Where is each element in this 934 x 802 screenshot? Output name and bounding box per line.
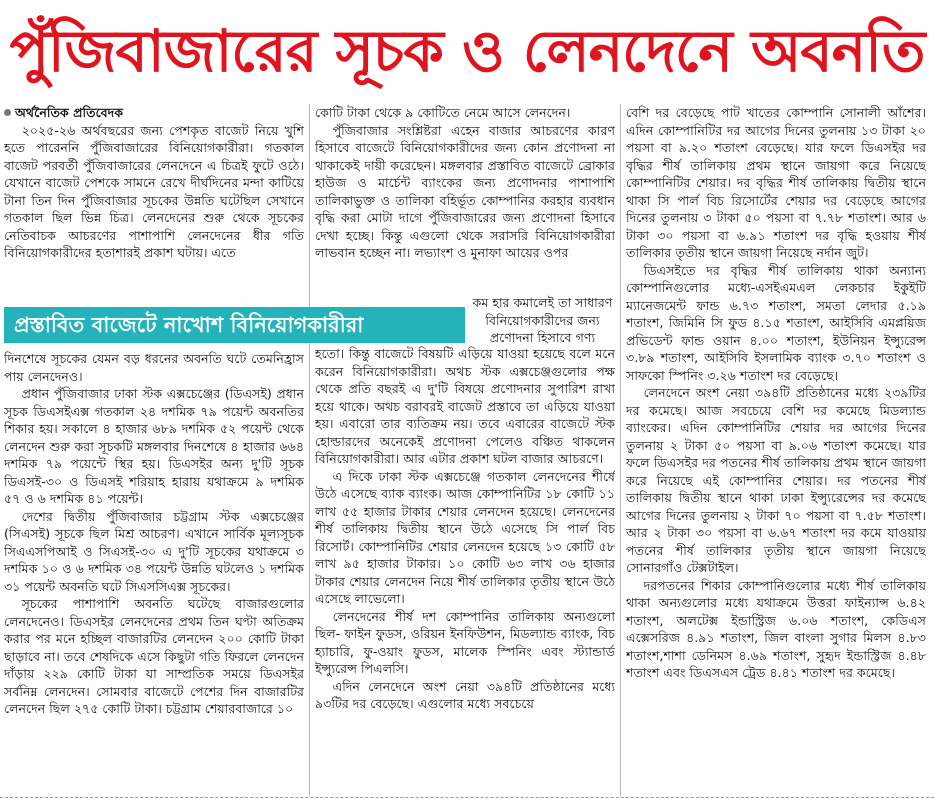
bullet-icon [4, 109, 11, 116]
paragraph: সূচকের পাশাপাশি অবনতি ঘটেছে বাজারগুলোর লেনদেনেও। ডিএসইর লেনদেনের প্রথম তিন ঘণ্টা অতিক্রম করার পর মনে হচ্ছিল বাজারটির লেনদেন ২০০ কোটি টাকা ছাড়াবে না। তবে শেষদিকে এসে কিছুটা গতি ফিরলে লেনদেন দাঁড়ায় ২২৯ কোটি টাকা যা সাম্প্রতিক সময়ে ডিএসইর সর্বনিম্ন লেনদেন। সোমবার বাজেটে পেশের দিন বাজারটির লেনদেন ছিল ২৭৫ কোটি টাকা। চট্টগ্রাম শেয়ারবাজারে ১০ [4, 596, 304, 716]
paragraph: লেনদেনের শীর্ষ দশ কোম্পানির তালিকায় অন্যগুলো ছিল- ফাইন ফুডস, ওরিয়ন ইনফিউশন, মিডল্যান্ড ব্যাংক, বিচ হ্যাচারি, ফু-ওয়াং ফুডস, মালেক স্পিনিং এবং স্ট্যান্ডার্ড ইন্স্যুরেন্স পিএলসি। [315, 608, 615, 676]
column-1-bottom [4, 350, 304, 796]
paragraph: দিনশেষে সূচকের যেমন বড় ধরনের অবনতি ঘটে তেমনিহ্রাস পায় লেনদেনও। [4, 351, 304, 384]
bottom-dashed-rule [0, 797, 934, 798]
paragraph: পুঁজিবাজার সংশ্লিষ্টরা এহেন বাজার আচরণের কারণ হিসাবে বাজেটে বিনিয়োগকারীদের জন্য কোন প্রণোদনা না থাকাকেই দায়ী করেছেন। মঙ্গলবার প্রস্তাবিত বাজেটে ব্রোকার হাউজ ও মার্চেন্ট ব্যাংকের জন্য প্রণোদনার পাশাপাশি তালিকাভুক্ত ও তালিকা বহির্ভূত কোম্পানির করহার ব্যবধান বৃদ্ধি করা মোটা দাগে পুঁজিবাজারের জন্য প্রণোদনা হিসাবে দেখা হচ্ছে। কিন্তু এগুলো থেকে সরাসরি বিনিয়োগকারীরা লাভবান হচ্ছেন না। লভ্যাংশ ও মুনাফা আয়ের ওপর [315, 122, 615, 260]
headline: পুঁজিবাজারের সূচক ও লেনদেনে অবনতি [9, 17, 925, 85]
paragraph: লেনদেনে অংশ নেয়া ৩৯৪টি প্রতিষ্ঠানের মধ্যে ২৩৯টির দর কমেছে। আজ সবচেয়ে বেশি দর কমেছে মিডল্যান্ড ব্যাংকের। এদিন কোম্পানিটির শেয়ার দর আগের দিনের তুলনায় ২ টাকা ৫০ পয়সা বা ৯.০৬ শতাংশ কমেছে। যার ফলে ডিএসইর দর পতনের শীর্ষ তালিকায় প্রথম স্থানে জায়গা করে নিয়েছে এই কোম্পানির শেয়ার। দর পতনের শীর্ষ তালিকায় দ্বিতীয় স্থানে থাকা ঢাকা ইন্স্যুরেন্সের দর কমেছে আগের দিনের তুলনায় ২ টাকা ৭০ পয়সা বা ৭.৫৮ শতাংশ। আর ২ টাকা ৩০ পয়সা বা ৬.৬৭ শতাংশ দর কমে যাওয়ায় পতনের শীর্ষ তালিকার তৃতীয় স্থানে জায়গা নিয়েছে সোনারগাঁও টেক্সটাইল। [626, 385, 926, 575]
paragraph: ২০২৫-২৬ অর্থবছরের জন্য পেশকৃত বাজেট নিয়ে খুশি হতে পারেননি পুঁজিবাজারের বিনিয়োগকারীরা। গতকাল বাজেট পরবর্তী পুঁজিবাজারের লেনদেনে এ চিত্রই ফুটে ওঠে। যেখানে বাজেট পেশকে সামনে রেখে দীর্ঘদিনের মন্দা কাটিয়ে টানা তিন দিন পুঁজিবাজার সূচকের উন্নতি ঘটেছিল সেখানে গতকাল ছিল ভিন্ন চিত্র। লেনদেনের শুরু থেকে সূচকের নেতিবাচক আচরণের পাশাপাশি লেনদেনের ধীর গতি বিনিয়োগকারীদের হতাশারই প্রকাশ ঘটায়। এতে [4, 122, 304, 260]
paragraph: হতো। কিন্তু বাজেটে বিষয়টি এড়িয়ে যাওয়া হয়েছে বলে মনে করেন বিনিয়োগকারীরা। অথচ স্টক এক্সচেঞ্জগুলোর পক্ষ থেকে প্রতি বছরই এ দু'টি বিষয়ে প্রণোদনার সুপারিশ রাখা হয়ে থাকে। অথচ বরাবরই বাজেট প্রস্তাবে তা এড়িয়ে যাওয়া হয়। এবারো তার ব্যতিক্রম নয়। তবে এবারের বাজেটে স্টক হোল্ডারদের অনেকেই প্রণোদনা পেলেও বঞ্চিত থাকলেন বিনিয়োগকারীরা। আর এটার প্রকাশ ঘটল বাজার আচরণে। [315, 346, 615, 466]
paragraph: ডিএসইতে দর বৃদ্ধির শীর্ষ তালিকায় থাকা অন্যান্য কোম্পানিগুলোর মধ্যে-এসইএমএল লেকচার ইকুইটি ম্যানেজমেন্ট ফান্ড ৬.৭৩ শতাংশ, সমতা লেদার ৫.১৯ শতাংশ, জিমিনি সি ফুড ৪.১৫ শতাংশ, আইসিবি এমপ্লয়িজ প্রভিডেন্ট ফান্ড ওয়ান ৪.০০ শতাংশ, ইউনিয়ন ইন্স্যুরেন্স ৩.৮৯ শতাংশ, আইসিবি ইসলামিক ব্যাংক ৩.৭০ শতাংশ ও সাফকো স্পিনিং ৩.২৬ শতাংশ দর বেড়েছে। [626, 262, 926, 383]
paragraph: কোটি টাকা থেকে ৯ কোটিতে নেমে আসে লেনদেন। [315, 105, 571, 120]
paragraph: দরপতনের শিকার কোম্পানিগুলোর মধ্যে শীর্ষ তালিকায় থাকা অন্যগুলোর মধ্যে যথাক্রমে উত্তরা ফাইন্যান্স ৬.৪২ শতাংশ, অলটেক্স ইন্ডাস্ট্রিজ ৬.০৬ শতাংশ, কেডিএস এক্সেসরিজ ৪.৯১ শতাংশ, জিল বাংলা সুগার মিলস ৪.৮৩ শতাংশ,শাশা ডেনিমস ৪.৬৯ শতাংশ, সুহৃদ ইন্ডাস্ট্রিজ ৪.৪৮ শতাংশ এবং ডিএসএস ট্রেড ৪.৪১ শতাংশ দর কমেছে। [626, 577, 926, 680]
column-2-top [315, 104, 615, 294]
column-2-middle: কম হার কমালেই তা সাধারণ বিনিয়োগকারীদের জন্য প্রণোদনা হিসাবে গণ্য [472, 295, 613, 345]
byline: অর্থনৈতিক প্রতিবেদক [4, 104, 304, 122]
column-divider [309, 104, 310, 796]
paragraph: এদিন লেনদেনে অংশ নেয়া ৩৯৪টি প্রতিষ্ঠানের মধ্যে ৯৩টির দর বেড়েছে। এগুলোর মধ্যে সবচেয়ে [315, 678, 615, 711]
column-divider [620, 104, 621, 796]
subheadline-banner: প্রস্তাবিত বাজেটে নাখোশ বিনিয়োগকারীরা [4, 307, 465, 343]
paragraph: প্রধান পুঁজিবাজার ঢাকা স্টক এক্সচেঞ্জের (ডিএসই) প্রধান সূচক ডিএসইএক্স গতকাল ২৪ দশমিক ৭৯ পয়েন্ট অবনতির শিকার হয়। সকালে ৪ হাজার ৬৮৯ দশমিক ৫২ পয়েন্ট থেকে লেনদেন শুরু করা সূচকটি মঙ্গলবার দিনশেষে ৪ হাজার ৬৬৪ দশমিক ৭৯ পয়েন্টে স্থির হয়। ডিএসইর অন্য দু'টি সূচক ডিএসই-৩০ ও ডিএসই শরিয়াহ হারায় যথাক্রমে ৯ দশমিক ৫৭ ও ৬ দশমিক ৪১ পয়েন্ট। [4, 386, 304, 506]
paragraph: বেশি দর বেড়েছে পাট খাতের কোম্পানি সোনালী আঁশের। এদিন কোম্পানিটির দর আগের দিনের তুলনায় ১৩ টাকা ২০ পয়সা বা ৯.২০ শতাংশ বেড়েছে। যার ফলে ডিএসইর দর বৃদ্ধির শীর্ষ তালিকায় প্রথম স্থানে জায়গা করে নিয়েছে কোম্পানিটির শেয়ার। দর বৃদ্ধির শীর্ষ তালিকায় দ্বিতীয় স্থানে থাকা সি পার্ল বিচ রিসোর্টের শেয়ার দর বেড়েছে আগের দিনের তুলনায় ৩ টাকা ৫০ পয়সা বা ৭.৭৮ শতাংশ। আর ৬ টাকা ৩০ পয়সা বা ৬.৯১ শতাংশ দর বৃদ্ধি হওয়ায় শীর্ষ তালিকার তৃতীয় স্থানে জায়গা নিয়েছে নর্দান জুট। [626, 105, 926, 260]
paragraph: এ দিকে ঢাকা স্টক এক্সচেঞ্জে গতকাল লেনদেনের শীর্ষে উঠে এসেছে ব্যাক ব্যাংক। আজ কোম্পানিটির ১৮ কোটি ১১ লাখ ৫৫ হাজার টাকার শেয়ার লেনদেন হয়েছে। লেনদেনের শীর্ষ তালিকায় দ্বিতীয় স্থানে উঠে এসেছে সি পার্ল বিচ রিসোর্ট। কোম্পানিটির শেয়ার লেনদেন হয়েছে ১৩ কোটি ৫৮ লাখ ৯৫ হাজার টাকার। ১০ কোটি ৬৩ লাখ ৩৬ হাজার টাকার শেয়ার লেনদেন নিয়ে শীর্ষ তালিকার তৃতীয় স্থানে উঠে এসেছে লাভেলো। [315, 468, 615, 606]
column-3 [626, 104, 926, 796]
paragraph: দেশের দ্বিতীয় পুঁজিবাজার চট্টগ্রাম স্টক এক্সচেঞ্জের (সিএসই) সূচকে ছিল মিশ্র আচরণ। এখানে সার্বিক মূল্যসূচক সিএএসপিআই ও সিএসই-৩০ এ দু'টি সূচকের যথাক্রমে ৩ দশমিক ১০ ও ৬ দশমিক ৩৪ পয়েন্ট উন্নতি ঘটলেও ১ দশমিক ৩১ পয়েন্ট অবনতি ঘটে সিএসসিএক্স সূচকের। [4, 508, 304, 594]
column-2-bottom [315, 345, 615, 796]
column-1-top [4, 104, 304, 294]
